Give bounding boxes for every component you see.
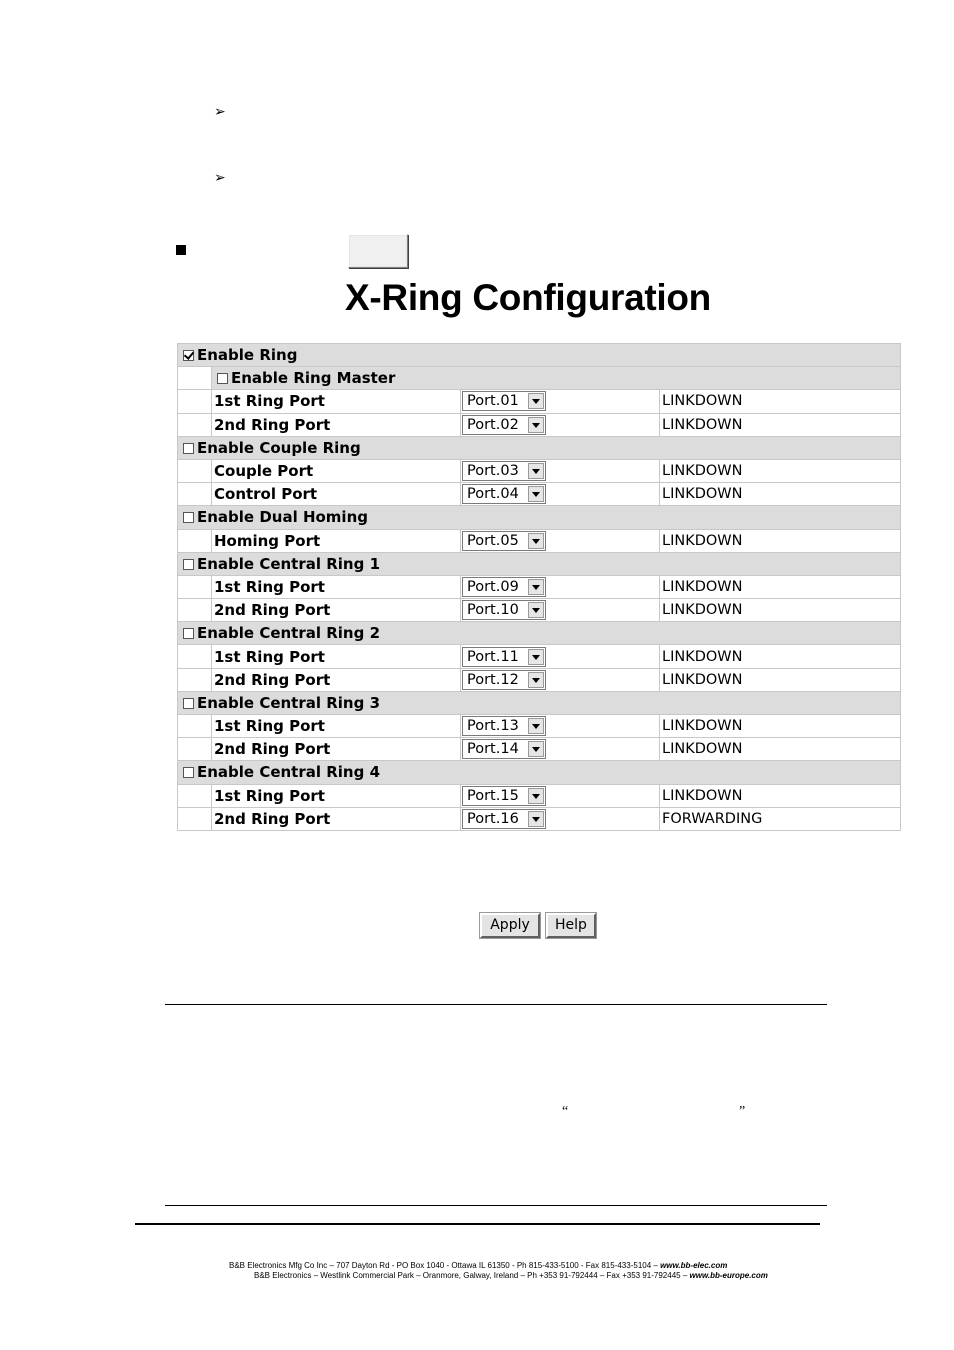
port-select[interactable] <box>462 531 546 551</box>
table-row <box>178 738 901 761</box>
port-label: Homing Port <box>212 529 461 552</box>
table-row <box>178 575 901 598</box>
chevron-down-icon[interactable] <box>528 811 544 827</box>
section-header-label: Enable Couple Ring <box>197 438 361 457</box>
close-quote: ” <box>739 1104 746 1119</box>
indent-cell <box>178 459 212 482</box>
footer-line-1 <box>229 1261 727 1271</box>
table-row <box>178 715 901 738</box>
table-row <box>178 784 901 807</box>
port-label: Control Port <box>212 483 461 506</box>
port-status: LINKDOWN <box>660 738 901 761</box>
table-row <box>178 413 901 436</box>
section-header-label: Enable Central Ring 4 <box>197 763 381 782</box>
port-select-cell <box>461 459 660 482</box>
sub-option-row <box>178 367 901 390</box>
section-header-cell <box>178 622 901 645</box>
section-header-cell <box>178 552 901 575</box>
port-select-cell <box>461 413 660 436</box>
checkbox[interactable] <box>183 698 194 709</box>
chevron-down-icon[interactable] <box>528 788 544 804</box>
table-row <box>178 668 901 691</box>
indent-cell <box>178 575 212 598</box>
section-header-label: Enable Ring <box>197 346 298 365</box>
table-row <box>178 645 901 668</box>
port-select-value: Port.10 <box>467 602 519 619</box>
port-label: 2nd Ring Port <box>212 738 461 761</box>
chevron-down-icon[interactable] <box>528 602 544 618</box>
port-select-value: Port.09 <box>467 578 519 595</box>
indent-cell <box>178 645 212 668</box>
port-select-cell <box>461 575 660 598</box>
table-row <box>178 807 901 830</box>
port-label: 1st Ring Port <box>212 784 461 807</box>
section-header-row <box>178 691 901 714</box>
section-header-cell <box>178 761 901 784</box>
port-status: LINKDOWN <box>660 599 901 622</box>
port-select-cell <box>461 784 660 807</box>
section-header-row <box>178 436 901 459</box>
port-select-cell <box>461 599 660 622</box>
chevron-down-icon[interactable] <box>528 718 544 734</box>
indent-cell <box>178 483 212 506</box>
port-select[interactable] <box>462 577 546 597</box>
section-header-row <box>178 552 901 575</box>
chevron-down-icon[interactable] <box>528 417 544 433</box>
port-select-value: Port.14 <box>467 741 519 758</box>
checkbox[interactable] <box>183 628 194 639</box>
port-status: LINKDOWN <box>660 529 901 552</box>
port-status: FORWARDING <box>660 807 901 830</box>
section-header-row <box>178 506 901 529</box>
checkbox[interactable] <box>183 767 194 778</box>
port-label: 2nd Ring Port <box>212 413 461 436</box>
help-button[interactable]: Help <box>546 913 596 938</box>
port-select-value: Port.12 <box>467 671 519 688</box>
port-label: 1st Ring Port <box>212 645 461 668</box>
port-select-cell <box>461 645 660 668</box>
bullet-arrow-icon: ➢ <box>214 170 226 186</box>
indent-cell <box>178 390 212 413</box>
chevron-down-icon[interactable] <box>528 393 544 409</box>
port-status: LINKDOWN <box>660 459 901 482</box>
port-select-value: Port.05 <box>467 532 519 549</box>
indent-cell <box>178 599 212 622</box>
port-label: 1st Ring Port <box>212 390 461 413</box>
section-header-cell <box>178 344 901 367</box>
section-header-label: Enable Central Ring 2 <box>197 624 381 643</box>
port-select[interactable] <box>462 809 546 829</box>
footer-address-us: B&B Electronics Mfg Co Inc – 707 Dayton Rd - PO Box 1040 - Ottawa IL 61350 - Ph 815-433-5100 - Fax 815-433-5104 – <box>229 1261 661 1270</box>
section-header-row <box>178 761 901 784</box>
indent-cell <box>178 529 212 552</box>
port-select-cell <box>461 529 660 552</box>
section-header-label: Enable Dual Homing <box>197 508 368 527</box>
chevron-down-icon[interactable] <box>528 672 544 688</box>
chevron-down-icon[interactable] <box>528 533 544 549</box>
port-select[interactable] <box>462 716 546 736</box>
section-header-row <box>178 344 901 367</box>
indent-cell <box>178 784 212 807</box>
table-row <box>178 599 901 622</box>
port-select-value: Port.04 <box>467 486 519 503</box>
port-status: LINKDOWN <box>660 668 901 691</box>
port-status: LINKDOWN <box>660 645 901 668</box>
indent-cell <box>178 367 212 390</box>
port-label: 1st Ring Port <box>212 715 461 738</box>
port-status: LINKDOWN <box>660 413 901 436</box>
port-select-cell <box>461 390 660 413</box>
chevron-down-icon[interactable] <box>528 579 544 595</box>
port-select[interactable] <box>462 739 546 759</box>
checkbox[interactable] <box>217 373 228 384</box>
indent-cell <box>178 715 212 738</box>
section-header-cell <box>178 436 901 459</box>
divider <box>165 1205 827 1206</box>
port-status: LINKDOWN <box>660 483 901 506</box>
apply-button[interactable]: Apply <box>480 913 540 938</box>
port-select-value: Port.13 <box>467 718 519 735</box>
port-status: LINKDOWN <box>660 390 901 413</box>
port-select[interactable] <box>462 786 546 806</box>
divider <box>165 1004 827 1005</box>
blank-button[interactable] <box>348 234 408 268</box>
chevron-down-icon[interactable] <box>528 486 544 502</box>
port-select-value: Port.16 <box>467 810 519 827</box>
port-select-cell <box>461 668 660 691</box>
table-row <box>178 483 901 506</box>
port-label: 1st Ring Port <box>212 575 461 598</box>
x-ring-config-table <box>177 343 901 831</box>
port-select-cell <box>461 807 660 830</box>
bullet-square-icon <box>176 245 186 255</box>
table-row <box>178 459 901 482</box>
section-header-label: Enable Central Ring 1 <box>197 554 381 573</box>
page-title: X-Ring Configuration <box>345 277 711 318</box>
port-select[interactable] <box>462 484 546 504</box>
footer-line-2 <box>254 1271 768 1281</box>
port-select[interactable] <box>462 391 546 411</box>
checkbox[interactable] <box>183 443 194 454</box>
port-select-value: Port.01 <box>467 393 519 410</box>
indent-cell <box>178 668 212 691</box>
port-status: LINKDOWN <box>660 784 901 807</box>
section-header-row <box>178 622 901 645</box>
chevron-down-icon[interactable] <box>528 741 544 757</box>
bullet-arrow-icon: ➢ <box>214 104 226 120</box>
port-select-cell <box>461 483 660 506</box>
port-status: LINKDOWN <box>660 575 901 598</box>
port-select-value: Port.03 <box>467 463 519 480</box>
checkbox[interactable] <box>183 559 194 570</box>
checkbox[interactable] <box>183 350 194 361</box>
port-status: LINKDOWN <box>660 715 901 738</box>
port-label: Couple Port <box>212 459 461 482</box>
port-label: 2nd Ring Port <box>212 668 461 691</box>
indent-cell <box>178 807 212 830</box>
sub-option-label: Enable Ring Master <box>231 369 396 388</box>
chevron-down-icon[interactable] <box>528 649 544 665</box>
port-select-cell <box>461 715 660 738</box>
port-label: 2nd Ring Port <box>212 807 461 830</box>
port-select-value: Port.11 <box>467 648 519 665</box>
section-header-cell <box>178 506 901 529</box>
port-select[interactable] <box>462 415 546 435</box>
footer-link-us[interactable]: www.bb-elec.com <box>660 1261 728 1270</box>
checkbox[interactable] <box>183 512 194 523</box>
port-label: 2nd Ring Port <box>212 599 461 622</box>
port-select[interactable] <box>462 600 546 620</box>
section-header-cell <box>178 691 901 714</box>
port-select[interactable] <box>462 461 546 481</box>
chevron-down-icon[interactable] <box>528 463 544 479</box>
port-select-value: Port.15 <box>467 787 519 804</box>
table-row <box>178 390 901 413</box>
indent-cell <box>178 413 212 436</box>
open-quote: “ <box>562 1104 569 1119</box>
indent-cell <box>178 738 212 761</box>
section-header-label: Enable Central Ring 3 <box>197 693 381 712</box>
port-select-cell <box>461 738 660 761</box>
sub-option-cell <box>212 367 901 390</box>
port-select[interactable] <box>462 647 546 667</box>
footer-link-eu[interactable]: www.bb-europe.com <box>689 1271 768 1280</box>
port-select[interactable] <box>462 670 546 690</box>
table-row <box>178 529 901 552</box>
footer-divider <box>135 1223 820 1225</box>
port-select-value: Port.02 <box>467 416 519 433</box>
footer-address-eu: B&B Electronics – Westlink Commercial Park – Oranmore, Galway, Ireland – Ph +353 91-792444 – Fax +353 91-792445 – <box>254 1271 690 1280</box>
